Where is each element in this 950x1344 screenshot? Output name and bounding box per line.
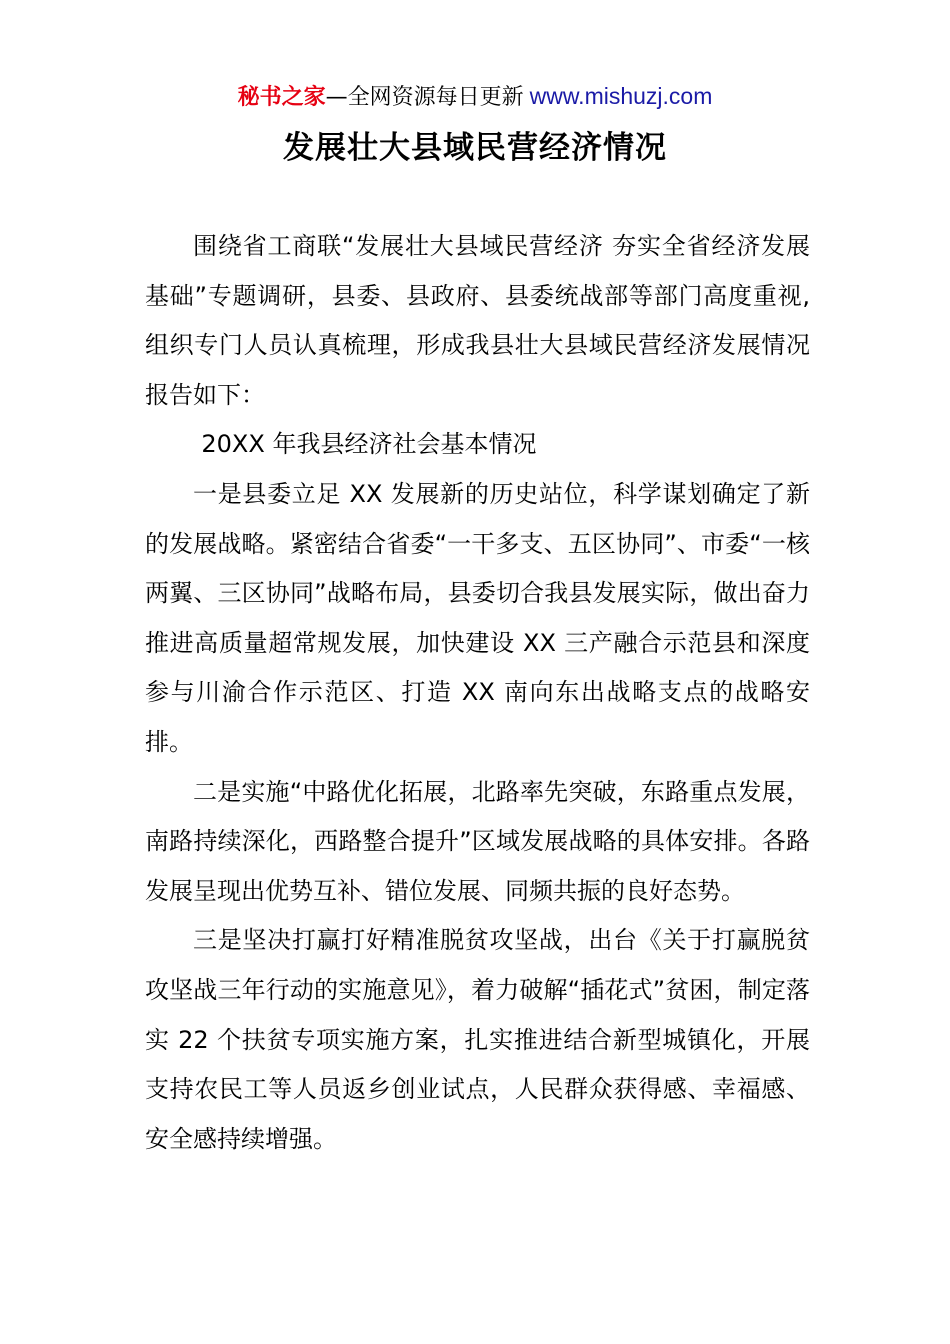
- site-brand: 秘书之家: [237, 85, 326, 110]
- document-title: 发展壮大县域民营经济情况: [283, 130, 667, 166]
- body-paragraph-1: 一是县委立足 XX 发展新的历史站位，科学谋划确定了新的发展战略。紧密结合省委“一干多支、五区协同”、市委“一核两翼、三区协同”战略布局，县委切合我县发展实际，做出奋力推进高质量超常规发展，加快建设 XX 三产融合示范县和深度参与川渝合作示范区、打造 XX 南向东出战略支点的战略安排。: [145, 479, 810, 756]
- site-header: [0, 80, 950, 114]
- section-heading: 20XX 年我县经济社会基本情况: [201, 430, 537, 459]
- site-tagline: —全网资源每日更新: [325, 85, 524, 110]
- site-url-link[interactable]: www.mishuzj.com: [529, 83, 713, 109]
- document-body: [145, 222, 810, 1164]
- body-paragraph-3: 三是坚决打赢打好精准脱贫攻坚战，出台《关于打赢脱贫攻坚战三年行动的实施意见》，着力破解“插花式”贫困，制定落实 22 个扶贫专项实施方案，扎实推进结合新型城镇化，开展支持农民工等人员返乡创业试点，人民群众获得感、幸福感、安全感持续增强。: [145, 926, 810, 1153]
- body-paragraph-2: 二是实施“中路优化拓展，北路率先突破，东路重点发展，南路持续深化，西路整合提升”区域发展战略的具体安排。各路发展呈现出优势互补、错位发展、同频共振的良好态势。: [145, 777, 810, 905]
- intro-paragraph: 围绕省工商联“发展壮大县域民营经济 夯实全省经济发展基础”专题调研，县委、县政府、县委统战部等部门高度重视,组织专门人员认真梳理，形成我县壮大县域民营经济发展情况报告如下：: [145, 232, 810, 409]
